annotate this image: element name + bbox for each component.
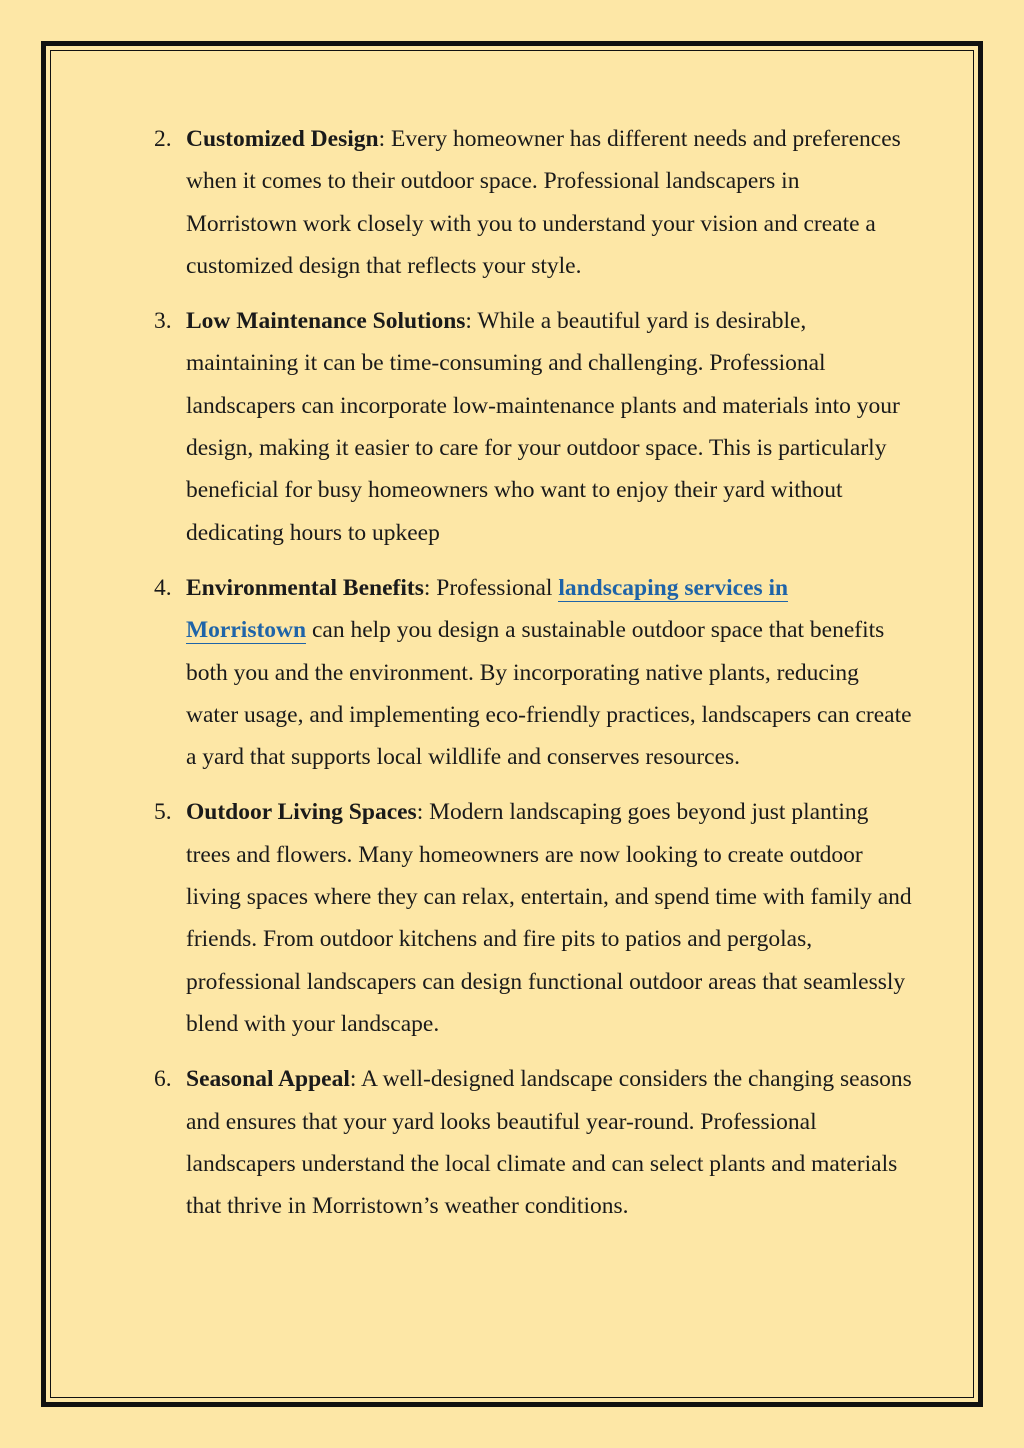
item-description: : A well-designed landscape considers the changing seasons and ensures that your yard looks beautiful year-round. Professional landscapers understand the local climate and can select plants and materials that thrive in Morristown’s weather conditions.: [186, 1066, 912, 1220]
item-description: : Modern landscaping goes beyond just planting trees and flowers. Many homeowners are now looking to create outdoor living spaces where they can relax, entertain, and spend time with family and friends. From outdoor kitchens and fire pits to patios and pergolas, professional landscapers can design functional outdoor areas that seamlessly blend with your landscape.: [186, 799, 912, 1037]
item-description: : While a beautiful yard is desirable, maintaining it can be time-consuming and challenging. Professional landscapers can incorporate low-maintenance plants and materials into your design, making it easier to care for your outdoor space. This is particularly beneficial for busy homeowners who want to enjoy their yard without dedicating hours to upkeep: [186, 308, 900, 546]
item-title: Customized Design: [186, 126, 379, 152]
list-item-seasonal-appeal: [154, 1058, 914, 1227]
list-item-customized-design: [154, 118, 914, 287]
list-item-text: [186, 1058, 914, 1227]
list-number: 3.: [154, 308, 172, 335]
item-title: Outdoor Living Spaces: [186, 799, 417, 826]
list-item-text: [186, 567, 914, 778]
item-description: : Every homeowner has different needs and preferences when it comes to their outdoor space. Professional landscapers in Morristown work closely with you to understand your vision and create a customized design that reflects your style.: [186, 126, 901, 279]
item-description-after-link: can help you design a sustainable outdoor space that benefits both you and the environment. By incorporating native plants, reducing water usage, and implementing eco-friendly practices, landscapers can create a yard that supports local wildlife and conserves resources.: [186, 617, 912, 771]
document-content: [154, 118, 914, 1240]
list-item-text: [186, 118, 914, 287]
list-number: 4.: [154, 574, 172, 601]
item-title: Seasonal Appeal: [186, 1066, 350, 1093]
list-item-low-maintenance: [154, 300, 914, 554]
list-number: 6.: [154, 1066, 172, 1093]
list-item-outdoor-living: [154, 791, 914, 1045]
list-number: 5.: [154, 799, 172, 826]
item-title: Low Maintenance Solutions: [186, 308, 466, 335]
item-description-before-link: : Professional: [423, 574, 559, 601]
list-item-environmental-benefits: [154, 567, 914, 778]
item-title: Environmental Benefits: [186, 574, 424, 601]
list-number: 2.: [154, 126, 172, 152]
landscaping-services-link[interactable]: landscaping services in Morristown: [186, 574, 789, 644]
list-item-text: [186, 791, 914, 1045]
list-item-text: [186, 300, 914, 554]
